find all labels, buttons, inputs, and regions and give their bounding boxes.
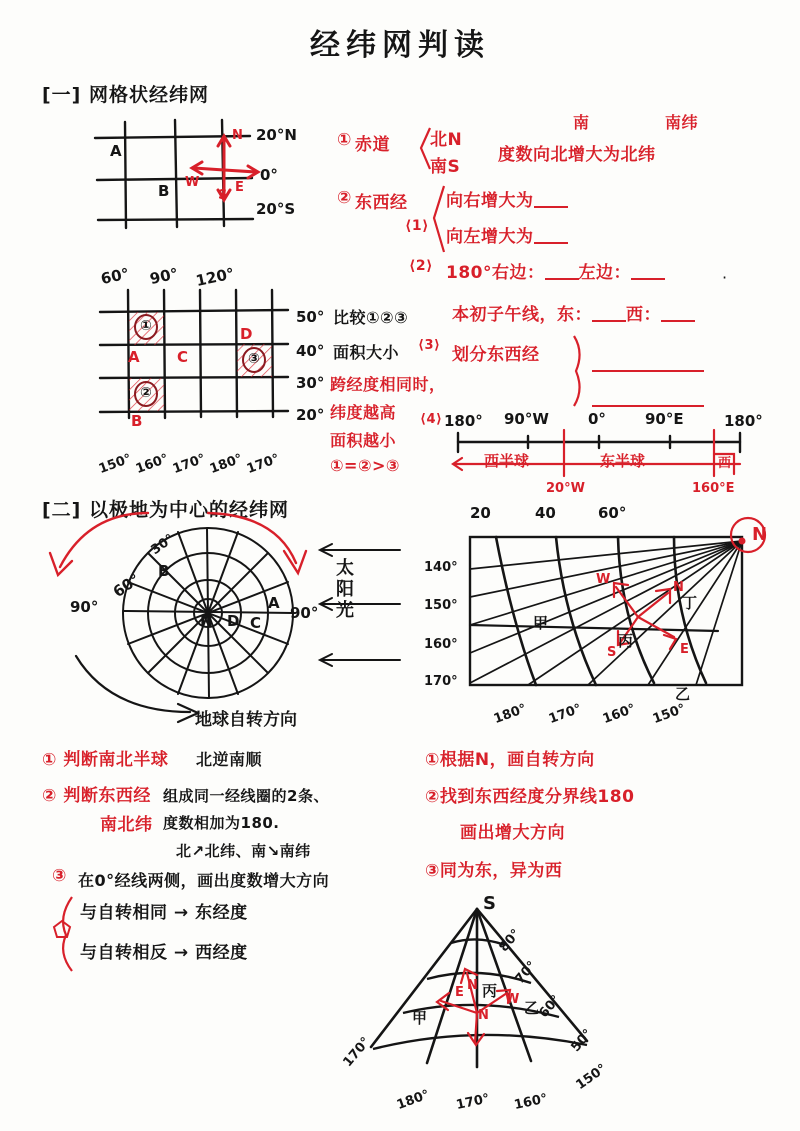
- fan-top-region-bing: 丙: [618, 632, 634, 650]
- divide-ew-blank-1[interactable]: [592, 358, 704, 372]
- grid-b-point-c: C: [177, 348, 189, 366]
- grid-a-point-b: B: [158, 182, 170, 200]
- grid-b-lon-180: 180°: [207, 451, 245, 477]
- divide-ew-brace: [570, 334, 588, 408]
- grid-b-lat-20: 20°: [296, 406, 325, 424]
- note-2-text: 东西经: [355, 193, 408, 213]
- note-1-overwrite-south-lat: 南纬: [665, 113, 699, 132]
- fan-bottom-region-yi: 乙: [524, 999, 540, 1017]
- fan-top-diagram: [468, 525, 768, 705]
- note-1-overwrite-south: 南: [573, 113, 590, 132]
- note-2-right-text: 向右增大为: [446, 191, 534, 211]
- note-2-180-right-blank[interactable]: [545, 265, 579, 280]
- grid-b-lon-150: 150°: [96, 451, 134, 477]
- grid-a-lat-20s: 20°S: [256, 200, 296, 218]
- step-left-1-text: 判断南北半球: [63, 750, 169, 770]
- rotation-direction-label: 地球自转方向: [195, 710, 297, 730]
- note-tag-2: ⟨2⟩: [409, 258, 434, 274]
- fan-bottom-region-bing: 丙: [482, 982, 498, 1000]
- step-left-2-text: 判断东西经: [63, 786, 151, 806]
- note-dot-marker: ·: [722, 268, 728, 287]
- fan-top-left-170: 170°: [424, 674, 458, 689]
- fan-bottom-compass-s: N: [478, 1008, 489, 1023]
- prime-meridian-west-blank[interactable]: [661, 307, 695, 322]
- numberline-tick-90e: 90°E: [645, 410, 684, 428]
- note-tag-1: ⟨1⟩: [405, 218, 430, 234]
- step-right-2-text: 找到东西经度分界线180: [439, 787, 635, 807]
- step-right-1-text: 根据N，画自转方向: [439, 750, 595, 770]
- fan-top-region-jia: 甲: [533, 614, 549, 632]
- step-left-2-sub: 南北纬: [100, 815, 153, 835]
- fan-bottom-compass-n-top: N: [467, 978, 478, 993]
- fan-top-compass-w: W: [596, 572, 611, 587]
- numberline-mark-20w: 20°W: [546, 481, 585, 496]
- numberline-west-edge: 西: [718, 456, 732, 471]
- step-right-3-text: 同为东，异为西: [439, 861, 563, 881]
- polar-lat-30: 30°: [148, 531, 178, 558]
- compare-red-2: 纬度越高: [330, 403, 397, 422]
- compare-black-2: 面积大小: [333, 343, 400, 362]
- note-2-180-right: 右边：: [492, 263, 545, 283]
- fan-top-bottom-160: 160°: [600, 701, 638, 727]
- compare-red-1: 跨经度相同时，: [330, 375, 446, 394]
- polar-pole-n: N: [200, 612, 213, 630]
- fan-bottom-right-60: 60°: [536, 992, 564, 1021]
- compare-red-3: 面积越小: [330, 431, 397, 450]
- fan-bottom-compass-w: W: [505, 992, 520, 1007]
- grid-b-lon-160: 160°: [133, 451, 171, 477]
- step-left-3-num: ③: [52, 866, 67, 886]
- step-right-2-num: ②: [425, 787, 440, 807]
- step-left-2-tail3: 北↗北纬、南↘南纬: [176, 842, 311, 860]
- grid-b-lon-170a: 170°: [170, 451, 208, 477]
- fan-top-label-40: 40: [535, 504, 556, 522]
- numberline-east-hemisphere: 东半球: [600, 452, 646, 470]
- note-1-brace-south: 南S: [430, 157, 461, 177]
- note-tag-4: ⟨4⟩: [420, 412, 443, 427]
- grid-b-cell-2: ②: [140, 385, 152, 401]
- fan-top-bottom-170: 170°: [546, 701, 584, 727]
- fan-top-region-yi: 乙: [675, 685, 691, 703]
- divide-ew-blank-2[interactable]: [592, 393, 704, 407]
- fan-bottom-bottom-150: 150°: [573, 1061, 610, 1093]
- fan-bottom-region-jia: 甲: [412, 1009, 428, 1027]
- fan-top-region-ding: 丁: [682, 594, 698, 612]
- fan-bottom-right-70: 70°: [512, 958, 540, 987]
- note-1-text: 赤道: [355, 135, 390, 155]
- step-left-3-text: 在0°经线两侧，画出度数增大方向: [78, 871, 330, 890]
- grid-a-lat-0: 0°: [260, 166, 278, 184]
- note-2-180-left: 左边：: [578, 263, 631, 283]
- step-left-2-num: ②: [42, 786, 57, 806]
- note-2-right-blank[interactable]: [534, 193, 568, 208]
- grid-a-compass-e: E: [235, 180, 244, 195]
- fan-top-label-60: 60°: [598, 504, 627, 522]
- page-title: 经纬网判读: [310, 28, 490, 63]
- note-2-number: ②: [337, 188, 352, 208]
- fan-bottom-bottom-180: 180°: [394, 1087, 432, 1113]
- note-1-brace-north: 北N: [430, 130, 463, 150]
- numberline-tick-90w: 90°W: [504, 410, 549, 428]
- step-right-1-num: ①: [425, 750, 440, 770]
- fan-top-compass-n: N: [673, 580, 684, 595]
- grid-b-lat-50: 50°: [296, 308, 325, 326]
- step-right-2b-text: 画出增大方向: [460, 823, 565, 843]
- grid-a-compass-n: N: [232, 128, 243, 143]
- step-left-3-b: 与自转相反 → 西经度: [80, 943, 248, 963]
- grid-b-point-d: D: [240, 325, 253, 343]
- grid-b-lon-170b: 170°: [244, 451, 282, 477]
- grid-b-point-b: B: [131, 412, 143, 430]
- grid-a-lon-90: 90°: [148, 264, 180, 288]
- compare-result: ①=②>③: [330, 456, 400, 475]
- numberline-mark-160e: 160°E: [692, 481, 735, 496]
- fan-bottom-bottom-160: 160°: [512, 1091, 549, 1113]
- prime-meridian-east-blank[interactable]: [592, 307, 626, 322]
- step-left-2-tail1: 组成同一经线圈的2条、: [163, 787, 329, 805]
- note-tag-3: ⟨3⟩: [418, 338, 441, 353]
- fan-bottom-right-50: 50°: [568, 1026, 596, 1055]
- sunlight-label: 太阳光: [333, 558, 354, 621]
- note-2-brace: [430, 184, 446, 256]
- fan-bottom-left-170: 170°: [340, 1034, 374, 1070]
- numberline-west-hemisphere: 西半球: [484, 452, 530, 470]
- prime-meridian-text: 本初子午线，东：: [452, 305, 592, 325]
- fan-bottom-pole-s: S: [483, 893, 496, 914]
- fan-bottom-right-80: 80°: [496, 926, 524, 955]
- note-2-left-blank[interactable]: [534, 229, 568, 244]
- grid-a-lon-60: 60°: [99, 264, 131, 288]
- polar-point-b: B: [158, 562, 170, 580]
- fan-top-bottom-150: 150°: [650, 701, 688, 727]
- step-left-2-tail2: 度数相加为180.: [163, 814, 280, 832]
- fan-top-compass-e: E: [680, 642, 689, 657]
- polar-lat-60: 60°: [109, 569, 144, 601]
- note-1-tail: 度数向北增大为北纬: [498, 145, 656, 165]
- note-2-180: 180°: [446, 263, 492, 283]
- grid-b-lat-30: 30°: [296, 374, 325, 392]
- polar-point-c: C: [250, 614, 262, 632]
- polar-right-label: 90°: [290, 604, 319, 622]
- prime-meridian-west-text: 西：: [626, 305, 661, 325]
- fan-top-left-140: 140°: [424, 560, 458, 575]
- fan-top-label-20: 20: [470, 504, 491, 522]
- grid-a-compass-w: W: [185, 175, 200, 190]
- numberline-tick-180-right: 180°: [724, 412, 763, 430]
- grid-a-lon-120: 120°: [194, 264, 236, 290]
- step-left-1-num: ①: [42, 750, 57, 770]
- polar-point-a: A: [268, 594, 280, 612]
- step-left-1-tail: 北逆南顺: [196, 750, 263, 769]
- polar-lat-90: 90°: [70, 598, 99, 616]
- note-1-number: ①: [337, 130, 352, 150]
- grid-a-compass-s: S: [218, 188, 228, 203]
- step-left-3-brace: [52, 895, 76, 975]
- fan-bottom-bottom-170: 170°: [454, 1091, 491, 1113]
- step-right-3-num: ③: [425, 861, 440, 881]
- grid-b-cell-3: ③: [248, 351, 260, 367]
- step-left-3-a: 与自转相同 → 东经度: [80, 903, 248, 923]
- grid-b-point-a: A: [128, 348, 140, 366]
- fan-bottom-compass-e: E: [455, 985, 464, 1000]
- fan-top-left-150: 150°: [424, 598, 458, 613]
- grid-a-point-a: A: [110, 142, 122, 160]
- grid-b-lat-40: 40°: [296, 342, 325, 360]
- fan-top-pole-n: N: [752, 524, 768, 545]
- section-one-heading: [一] 网格状经纬网: [42, 84, 209, 106]
- note-2-180-left-blank[interactable]: [631, 265, 665, 280]
- numberline-tick-0: 0°: [588, 410, 606, 428]
- section-two-heading: [二] 以极地为中心的经纬网: [42, 499, 289, 521]
- fan-top-left-160: 160°: [424, 637, 458, 652]
- compare-black-1: 比较①②③: [333, 308, 409, 327]
- grid-b-cell-1: ①: [140, 318, 152, 334]
- note-2-left-text: 向左增大为: [446, 227, 534, 247]
- grid-a-lat-20n: 20°N: [256, 126, 297, 144]
- fan-top-compass-s: S: [607, 645, 617, 660]
- fan-top-bottom-180: 180°: [491, 701, 529, 727]
- divide-ew-text: 划分东西经: [452, 345, 540, 365]
- polar-point-d: D: [227, 612, 240, 630]
- numberline-tick-180-left: 180°: [444, 412, 483, 430]
- polar-red-arrows: [38, 505, 328, 595]
